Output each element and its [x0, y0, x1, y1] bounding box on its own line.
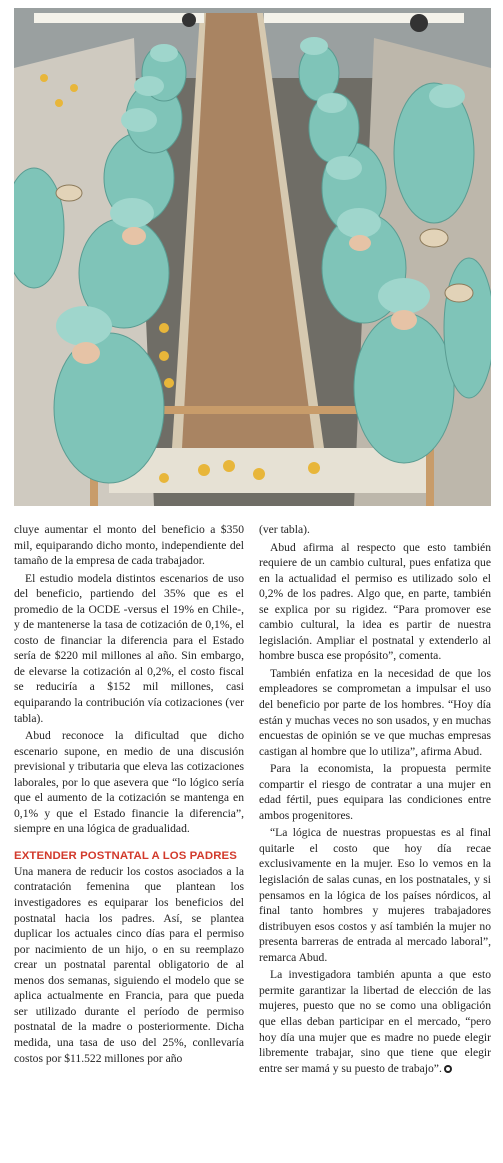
paragraph: “La lógica de nuestras propuestas es al final quitarle el costo que hoy día recae exclusivamente en la mujer. Eso lo vemos en la legislación de salas cunas, en los postnatales, y si pensamos en la lógica de los países nórdicos, al final tanto hombres y mujeres trabajadores distribuyen esos costos y así también la mujer no presenta barreras de entrada al mercado laboral”, remarca Abud.	[259, 826, 491, 964]
paragraph-text: La investigadora también apunta a que esto permite garantizar la libertad de elección de las mujeres, puesto que no se como una obligación que ellas deban participar en el mercado, “pero hoy día una mujer que es madre no puede elegir libremente trabajar, sino que tiene que elegir entre ser mamá y su puesto de trabajo”.	[259, 968, 491, 1075]
paragraph: Para la economista, la propuesta permite compartir el riesgo de contratar a una mujer en edad fértil, pues equipara las condiciones entre ambos progenitores.	[259, 762, 491, 822]
section-subheading: EXTENDER POSTNATAL A LOS PADRES	[14, 849, 237, 862]
article-right-column	[259, 522, 491, 1076]
paragraph: También enfatiza en la necesidad de que los empleadores se comprometan a impulsar el uso del beneficio por parte de los hombres. “Hoy día están y muchas veces no son usados, y en muchas encuestas de opinión se ve que muchas empresas castigan al hombre que lo utiliza”, afirma Abud.	[259, 666, 491, 758]
paragraph: El estudio modela distintos escenarios de uso del beneficio, partiendo del 35% que es el promedio de la OCDE -versus el 19% en Chile-, y de mantenerse la tasa de cotización de 0,1%, el costo de financiar la diferencia para el Estado sería de $220 mil millones al año. Sin embargo, de elevarse la cotización al 0,2%, el costo fiscal se reduciría a $152 mil millones, casi equiparando la contribución vía cotizaciones (ver tabla).	[14, 571, 244, 725]
factory-workers-photo	[14, 8, 491, 506]
end-of-article-icon	[444, 1065, 452, 1073]
paragraph: cluye aumentar el monto del beneficio a $350 mil, equiparando dicho monto, independiente del tamaño de la empresa de cada trabajador.	[14, 523, 244, 568]
article-left-column	[14, 522, 244, 1066]
paragraph: Abud afirma al respecto que esto también requiere de un cambio cultural, pues enfatiza que en la actualidad el permiso es utilizado solo el 0,2% de los padres. Algo que, en parte, también se explica por su rigidez. “Para promover ese cambio cultural, la idea es partir de nuestra legislación. Ampliar el postnatal y extenderlo al hombre busca ese propósito”, comenta.	[259, 540, 491, 663]
paragraph: (ver tabla).	[259, 523, 310, 536]
paragraph	[259, 967, 491, 1076]
paragraph: Abud reconoce la dificultad que dicho escenario supone, en medio de una discusión previsional y tributaria que eleva las cotizaciones laborales, por lo que asevera que “lo lógico sería que el aumento de la cotización se mantenga en 0,1% y que el Estado financie la diferencia”, siempre en una lógica de gradualidad.	[14, 729, 244, 836]
paragraph: Una manera de reducir los costos asociados a la contratación femenina que plantean los investigadores es equiparar los beneficios del postnatal hacia los padres. Así, se plantea duplicar los actuales cinco días para el permiso por nacimiento de un hijo, o en su reemplazo crear un postnatal parental obligatorio de al menos dos semanas, siguiendo el modelo que se aplica actualmente en Francia, para que pueda ser utilizado durante el período de permiso postnatal de la madre o posteriormente. Dicha medida, una tasa de uso del 25%, conllevaría costos por $11.522 millones por año	[14, 864, 244, 1065]
